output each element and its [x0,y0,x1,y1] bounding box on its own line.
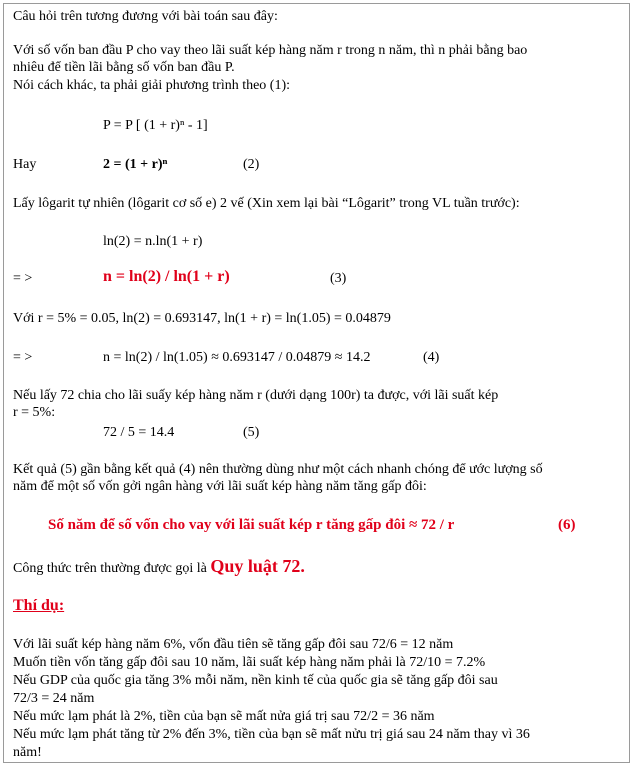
equation-5: 72 / 5 = 14.4 [103,425,175,440]
hay-label: Hay [13,157,37,172]
equation-5-number: (5) [243,425,260,440]
para1-line3: Nói cách khác, ta phải giải phương trình theo (1): [13,78,291,93]
equation-1: P = P [ (1 + r)ⁿ - 1] [103,118,208,133]
example-4: Nếu mức lạm phát là 2%, tiền của bạn sẽ mất nửa giá trị sau 72/2 = 36 năm [13,709,435,724]
rule-sentence [13,558,305,577]
equation-4-number: (4) [423,350,440,365]
example-3-line1: Nếu GDP của quốc gia tăng 3% mỗi năm, nền kinh tế của quốc gia sẽ tăng gấp đôi sau [13,673,498,688]
para1-line2: nhiêu để tiền lãi bằng số vốn ban đầu P. [13,60,235,75]
implies-arrow-1: = > [13,271,33,286]
logarithm-intro: Lấy lôgarit tự nhiên (lôgarit cơ số e) 2 vế (Xin xem lại bài “Lôgarit” trong VL tuần trước): [13,196,520,211]
result-line2: năm để một số vốn gởi ngân hàng với lãi suất kép hàng năm tăng gấp đôi: [13,479,427,494]
rule-formula-number: (6) [558,517,576,533]
example-5-line2: năm! [13,745,42,760]
example-2: Muốn tiền vốn tăng gấp đôi sau 10 năm, lãi suất kép hàng năm phải là 72/10 = 7.2% [13,655,486,670]
rule-formula: Số năm để số vốn cho vay với lãi suất kép r tăng gấp đôi ≈ 72 / r [48,517,455,533]
example-5-line1: Nếu mức lạm phát tăng từ 2% đến 3%, tiền của bạn sẽ mất nửu trị giá sau 24 năm thay vì 36 [13,727,530,742]
example-values: Với r = 5% = 0.05, ln(2) = 0.693147, ln(1 + r) = ln(1.05) = 0.04879 [13,311,391,326]
equation-ln: ln(2) = n.ln(1 + r) [103,234,203,249]
equation-2: 2 = (1 + r)ⁿ [103,157,168,172]
example-3-line2: 72/3 = 24 năm [13,691,95,706]
equation-3-number: (3) [330,271,347,286]
divide-line2: r = 5%: [13,405,56,420]
examples-heading: Thí dụ: [13,597,65,614]
equation-2-number: (2) [243,157,260,172]
equation-4: n = ln(2) / ln(1.05) ≈ 0.693147 / 0.04879 ≈ 14.2 [103,350,371,365]
equation-3: n = ln(2) / ln(1 + r) [103,268,230,285]
rule-text: Công thức trên thường được gọi là [13,561,211,576]
para1-line1: Với số vốn ban đầu P cho vay theo lãi suất kép hàng năm r trong n năm, thì n phải bằng bao [13,43,528,58]
divide-line1: Nếu lấy 72 chia cho lãi suấy kép hàng năm r (dưới dạng 100r) ta được, với lãi suất kép [13,388,499,403]
rule-name: Quy luật 72. [210,556,305,576]
example-1: Với lãi suất kép hàng năm 6%, vốn đầu tiên sẽ tăng gấp đôi sau 72/6 = 12 năm [13,637,454,652]
intro-text: Câu hỏi trên tương đương với bài toán sau đây: [13,9,278,24]
implies-arrow-2: = > [13,350,33,365]
result-line1: Kết quả (5) gần bằng kết quả (4) nên thường dùng như một cách nhanh chóng để ước lượng số [13,462,543,477]
